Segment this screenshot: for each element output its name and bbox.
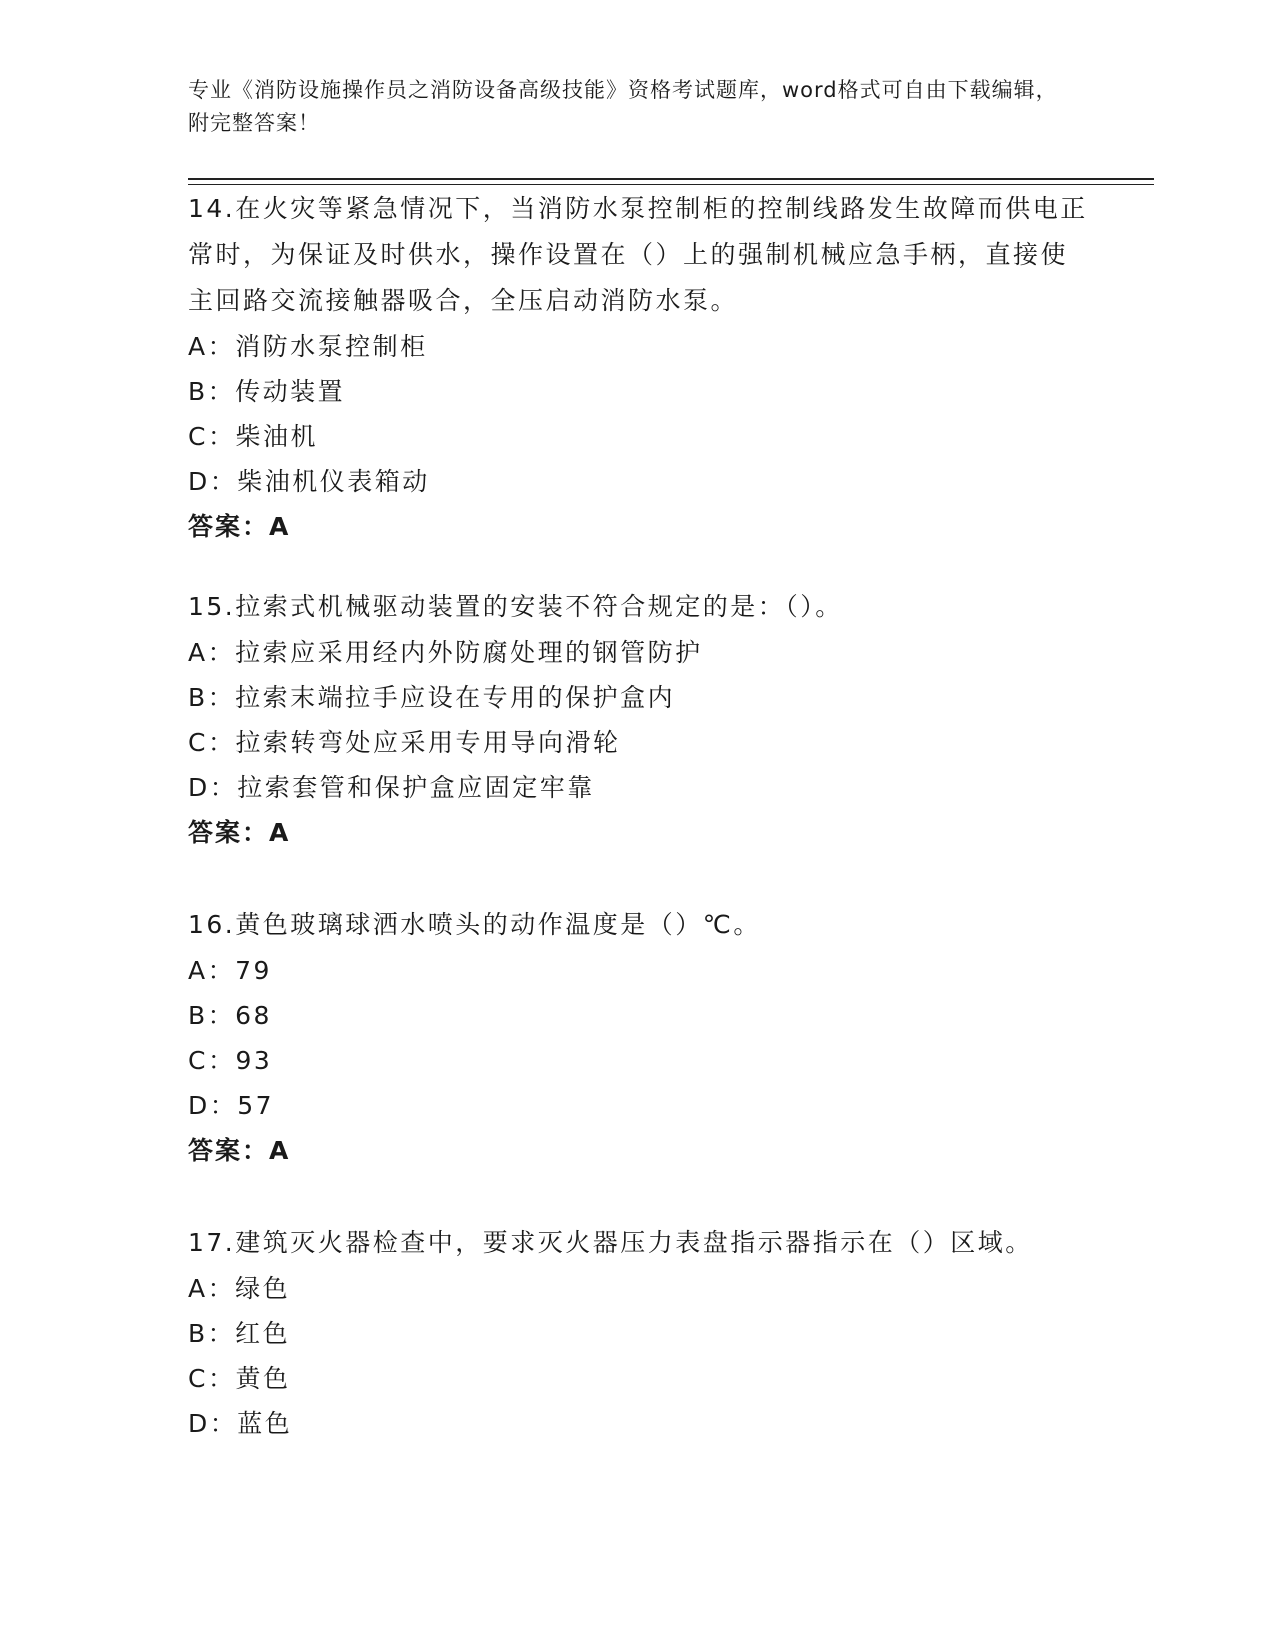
question-16 — [188, 902, 1088, 1174]
question-14 — [188, 186, 1088, 550]
option-a: A：拉索应采用经内外防腐处理的钢管防护 — [188, 638, 703, 667]
option-d: D：蓝色 — [188, 1409, 293, 1438]
option-c: C：93 — [188, 1046, 273, 1075]
option-d: D：57 — [188, 1091, 275, 1120]
answer: 答案：A — [188, 1136, 291, 1165]
option-b: B：拉索末端拉手应设在专用的保护盒内 — [188, 683, 676, 712]
question-stem: 15.拉索式机械驱动装置的安装不符合规定的是：（）。 — [188, 592, 843, 621]
question-17 — [188, 1220, 1088, 1446]
question-stem: 14.在火灾等紧急情况下，当消防水泵控制柜的控制线路发生故障而供电正常时，为保证及时供水，操作设置在（）上的强制机械应急手柄，直接使主回路交流接触器吸合，全压启动消防水泵。 — [188, 194, 1088, 315]
header-divider-thin — [188, 184, 1154, 185]
option-a: A：绿色 — [188, 1274, 291, 1303]
option-c: C：拉索转弯处应采用专用导向滑轮 — [188, 728, 621, 757]
option-a: A：消防水泵控制柜 — [188, 332, 428, 361]
option-b: B：红色 — [188, 1319, 291, 1348]
option-d: D：柴油机仪表箱动 — [188, 467, 430, 496]
question-15 — [188, 584, 1088, 856]
question-stem: 17.建筑灭火器检查中，要求灭火器压力表盘指示器指示在（）区域。 — [188, 1228, 1033, 1257]
option-b: B：68 — [188, 1001, 272, 1030]
option-c: C：黄色 — [188, 1364, 291, 1393]
option-a: A：79 — [188, 956, 272, 985]
document-header: 专业《消防设施操作员之消防设备高级技能》资格考试题库，word格式可自由下载编辑，附完整答案！ — [188, 78, 1058, 135]
option-b: B：传动装置 — [188, 377, 346, 406]
header-divider-thick — [188, 178, 1154, 180]
question-stem: 16.黄色玻璃球洒水喷头的动作温度是（）℃。 — [188, 910, 761, 939]
option-d: D：拉索套管和保护盒应固定牢靠 — [188, 773, 595, 802]
option-c: C：柴油机 — [188, 422, 318, 451]
answer: 答案：A — [188, 818, 291, 847]
answer: 答案：A — [188, 512, 291, 541]
